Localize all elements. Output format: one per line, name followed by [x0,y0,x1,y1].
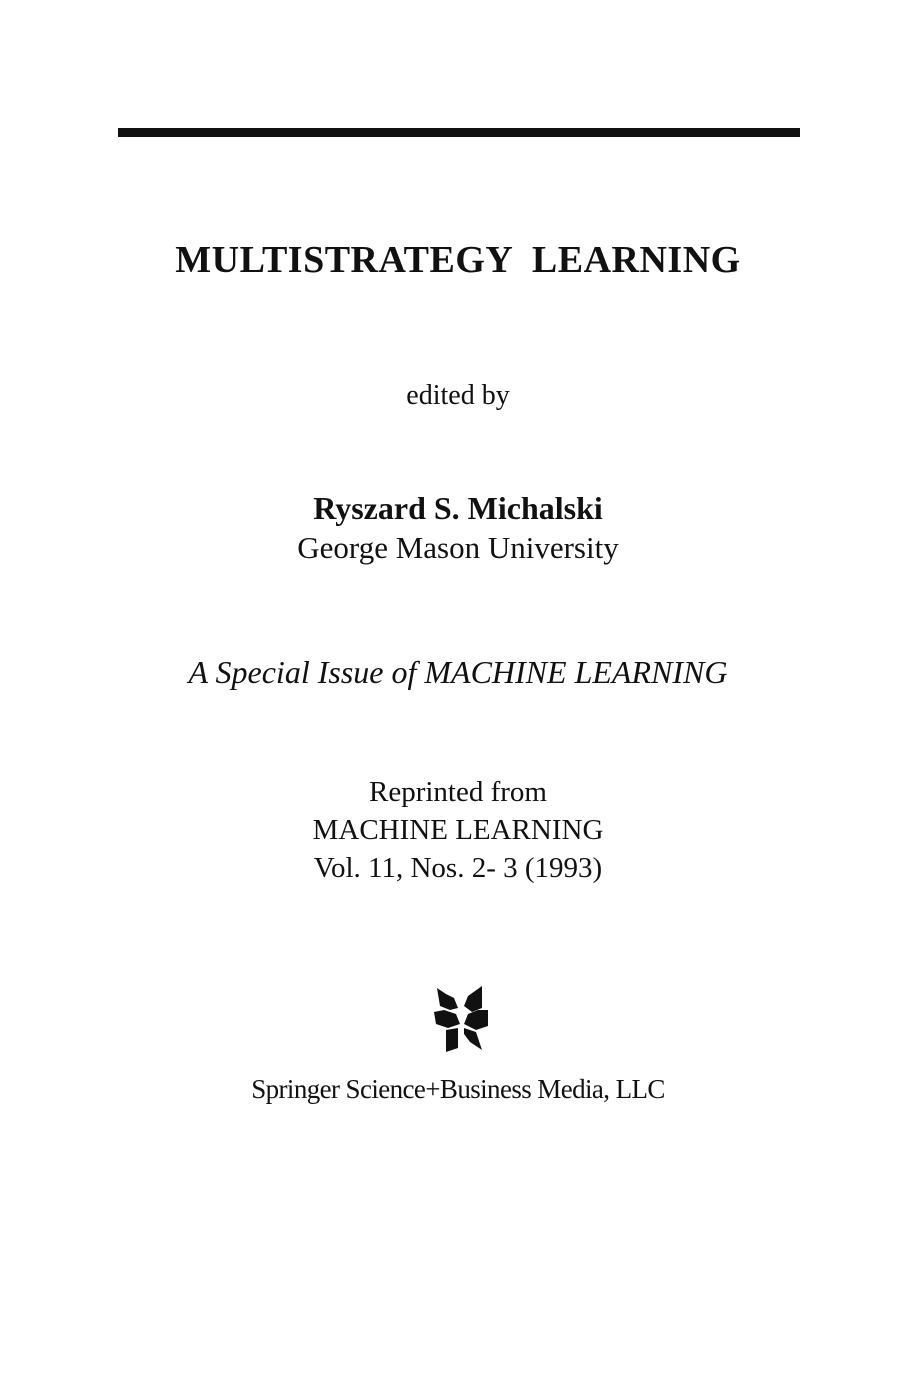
special-issue-line: A Special Issue of MACHINE LEARNING [188,654,728,690]
top-rule [118,128,800,137]
editor-affiliation: George Mason University [297,530,619,565]
book-title: MULTISTRATEGY LEARNING [175,239,741,281]
editor-name: Ryszard S. Michalski [313,490,603,526]
edited-by-label: edited by [406,380,510,411]
reprint-line-2: MACHINE LEARNING [312,814,604,846]
reprint-line-1: Reprinted from [369,776,547,808]
reprint-line-3: Vol. 11, Nos. 2- 3 (1993) [313,852,603,884]
springer-knight-icon [432,984,490,1054]
publisher-name: Springer Science+Business Media, LLC [251,1074,665,1104]
